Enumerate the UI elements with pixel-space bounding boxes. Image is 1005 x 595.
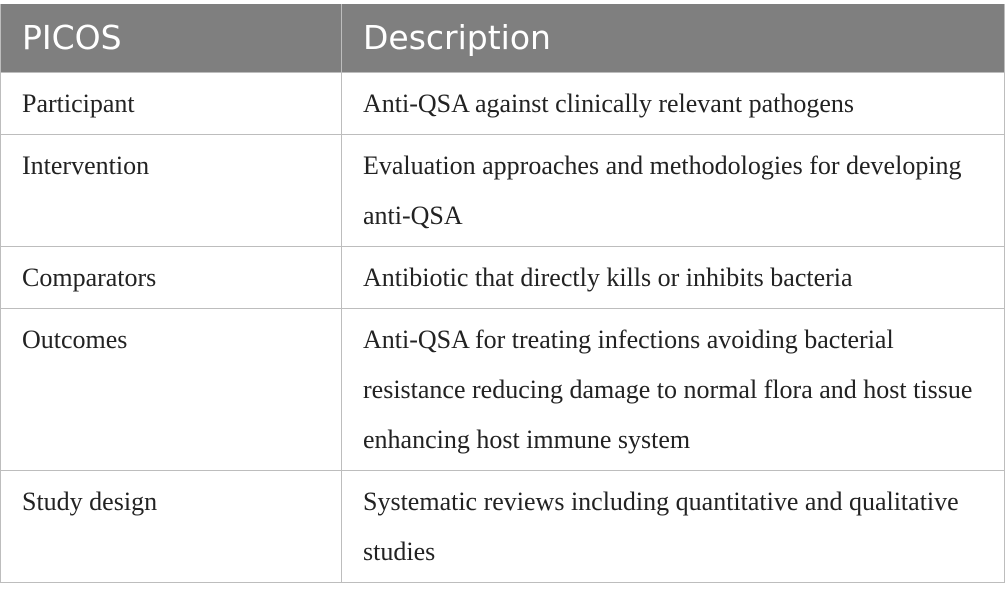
row-description: Anti-QSA for treating infections avoiding bacterial resistance reducing damage to normal flora and host tissue enhancing host immune system: [342, 308, 1005, 470]
table-header: [1, 4, 1005, 72]
header-description: Description: [342, 4, 1005, 72]
row-label: Outcomes: [1, 308, 342, 470]
row-label: Participant: [1, 72, 342, 134]
table-row: [1, 72, 1005, 134]
row-description: Anti-QSA against clinically relevant pathogens: [342, 72, 1005, 134]
header-row: [1, 4, 1005, 72]
picos-table: [0, 4, 1005, 583]
table-row: [1, 308, 1005, 470]
row-label: Intervention: [1, 134, 342, 246]
table-row: [1, 246, 1005, 308]
row-label: Comparators: [1, 246, 342, 308]
header-picos: PICOS: [1, 4, 342, 72]
row-description: Antibiotic that directly kills or inhibits bacteria: [342, 246, 1005, 308]
row-description: Evaluation approaches and methodologies for developing anti-QSA: [342, 134, 1005, 246]
table-body: [1, 72, 1005, 582]
table-row: [1, 470, 1005, 582]
row-description: Systematic reviews including quantitative and qualitative studies: [342, 470, 1005, 582]
row-label: Study design: [1, 470, 342, 582]
table-row: [1, 134, 1005, 246]
